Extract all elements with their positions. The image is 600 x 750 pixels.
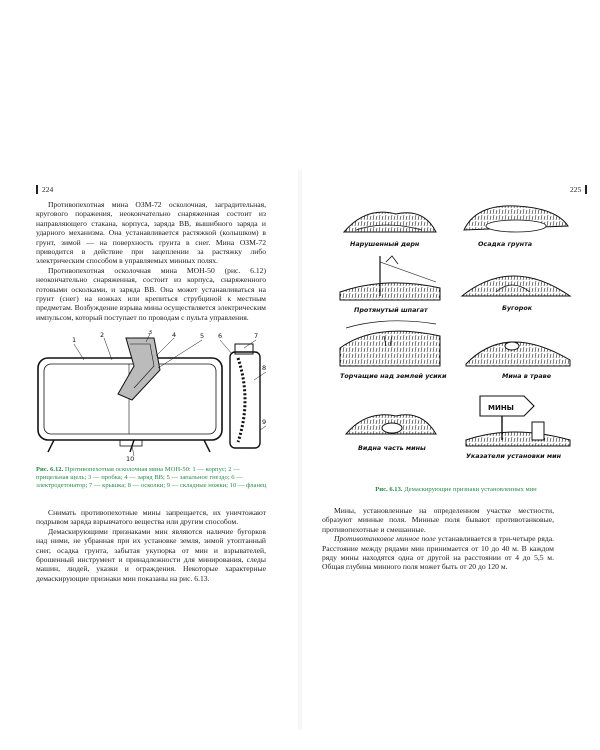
sketch-ground-settling [464, 206, 568, 248]
page-number-left: 224 [36, 185, 53, 194]
caption-label-6-13: Рис. 6.13. [375, 486, 403, 493]
italic-lead: Противотанковое минное поле [334, 534, 436, 544]
label-warning-signs: Указатели установки мин [466, 452, 562, 460]
figure-caption-6-12 [36, 466, 268, 491]
callout-2: 2 [100, 331, 105, 339]
section-view [230, 352, 260, 448]
caption-label: Рис. 6.12. [36, 466, 64, 473]
label-ground-settling: Осадка грунта [478, 240, 533, 248]
demasking-signs-figure [336, 196, 576, 480]
callout-5: 5 [200, 332, 205, 340]
sketch-protruding-whiskers [340, 321, 447, 380]
paragraph-removal: Снимать противопехотные мины запрещается, их уничтожают подрывом заряда взрывчатого вещества или другим способом. [36, 508, 266, 527]
callout-7: 7 [254, 332, 259, 340]
page-number-right: 225 [570, 185, 587, 194]
label-protruding-whiskers: Торчащие над землей усики [340, 372, 447, 380]
right-page [300, 0, 600, 750]
paragraph-mon50: Противопехотная осколочная мина МОН-50 (рис. 6.12) неокончательно снаряженная, состоит из корпуса, снаряженного готовыми осколками, и заряда ВВ. Она может устанавливаться на грунт (снег) на ножках или крепиться струбциной к местным предметам. Возбуждение взрыва мины осуществляется электрическим импульсом, который поступает по проводам с пульта управления. [36, 265, 266, 322]
label-mine-in-grass: Мина в траве [502, 372, 552, 380]
fuse-well [118, 338, 160, 400]
figure-caption-6-13 [316, 486, 596, 494]
sketch-mine-in-grass [466, 342, 570, 380]
paragraph-signs: Демаскирующими признаками мин являются наличие бугорков над ними, не убранная при их установке земля, зимой утоптанный снег, осадка грунта, забытая укупорка от мин и взрывателей, брошенный инструмент и принадлежности для минирования, следы машин, людей, указки и ограждения. Некоторые характерные демаскирующие признаки мин показаны на рис. 6.13. [36, 526, 266, 583]
left-text-bottom [36, 508, 266, 583]
caption-text: Противопехотная осколочная мина МОН-50: 1 — корпус; 2 — прицельная щель; 3 — пробка; 4 — заряд ВВ; 5 — запальное гнездо; 6 — электродетонатор; 7 — крышка; 8 — осколки; 9 — складные ножки; 10 — фланец [36, 466, 267, 490]
callout-10: 10 [126, 455, 135, 462]
sketch-stretched-twine [340, 256, 440, 314]
callout-8: 8 [262, 364, 267, 372]
callout-1: 1 [72, 336, 77, 344]
sketch-disturbed-turf [344, 212, 436, 248]
right-text [322, 506, 554, 572]
callout-6: 6 [218, 332, 223, 340]
mon50-diagram [34, 330, 270, 462]
sketch-mound [462, 276, 570, 312]
caption-text-6-13: Демаскирующие признаки установленных мин [404, 486, 537, 493]
left-text-top [36, 200, 266, 322]
sign-text: МИНЫ [488, 404, 514, 412]
label-disturbed-turf: Нарушенный дерн [350, 240, 420, 248]
label-stretched-twine: Протянутый шпагат [354, 306, 428, 314]
label-mound: Бугорок [502, 304, 533, 312]
callout-3: 3 [148, 330, 153, 336]
callout-4: 4 [172, 331, 177, 339]
callout-9: 9 [262, 418, 267, 426]
sketch-part-visible [346, 415, 436, 452]
paragraph-ozm72: Противопехотная мина ОЗМ-72 осколочная, заградительная, кругового поражения, неокончательно снаряженная состоит из направляющего стакана, корпуса, заряда ВВ, вышибного заряда и ударного механизма. Она устанавливается растяжкой (колышком) в грунт, зимой — на поверхность грунта в снег. Мина ОЗМ-72 приводится в действие при зацеплении за растяжку либо электрическим способом в управляемых минных полях. [36, 200, 266, 266]
sketch-warning-signs [466, 396, 570, 460]
paragraph-minefields: Мины, установленные на определенном участке местности, образуют минные поля. Минные поля бывают противотанковые, противопехотные и смешанные. [322, 506, 554, 534]
folding-legs [48, 440, 54, 452]
paragraph-antitank: Противотанковое минное поле устанавливается в три-четыре ряда. Расстояние между рядами мин принимается от 10 до 40 м. В каждом ряду мины находятся одна от другой на расстоянии от 4 до 5,5 м. Общая глубина минного поля может быть от 20 до 120 м. [322, 534, 554, 572]
label-part-visible: Видна часть мины [358, 444, 426, 452]
